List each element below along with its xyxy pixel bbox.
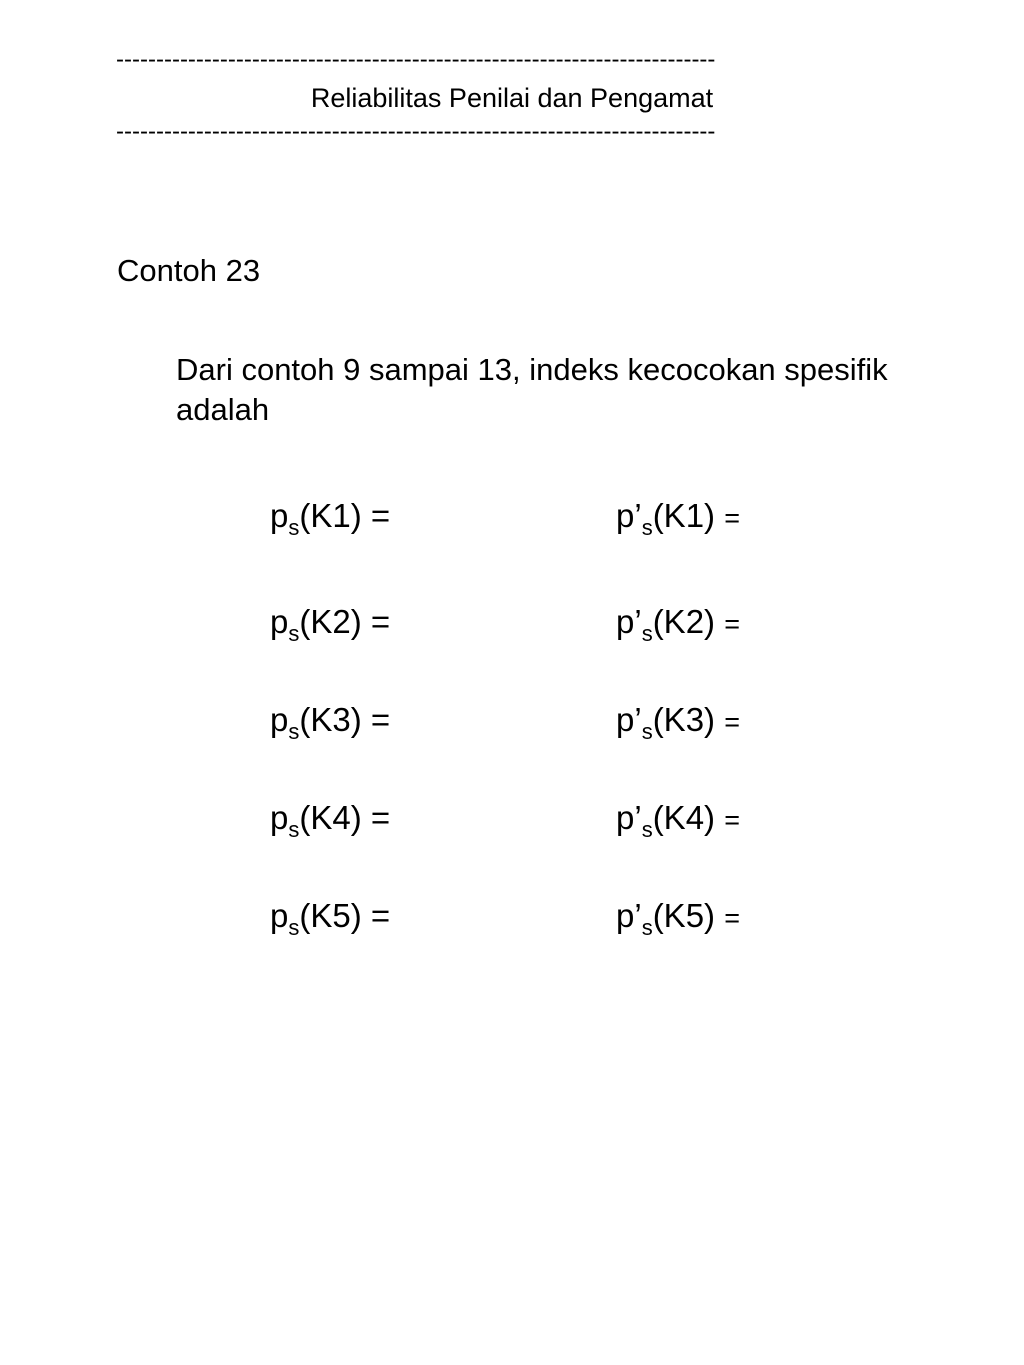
formula-ps-prime-k2 [616, 602, 740, 644]
formula-ps-k1 [270, 496, 391, 540]
formula-argument: (K2) [652, 603, 725, 640]
page-title: Reliabilitas Penilai dan Pengamat [310, 83, 714, 113]
header-rule-bottom: --------------------------------------------------------------------------- [116, 118, 716, 145]
formula-argument: (K5) = [299, 897, 391, 934]
intro-line-1: Dari contoh 9 sampai 13, indeks kecocokan spesifik [176, 352, 888, 387]
formula-subscript: s [641, 719, 653, 744]
formula-equals: = [724, 903, 740, 933]
formula-symbol: p [270, 497, 289, 534]
formula-ps-prime-k3 [616, 700, 740, 742]
formula-symbol: p [270, 701, 289, 738]
formula-row-k2 [0, 602, 1024, 652]
formula-argument: (K5) [652, 897, 725, 934]
formula-symbol: p [270, 603, 289, 640]
formula-row-k1 [0, 496, 1024, 546]
formula-ps-prime-k4 [616, 798, 740, 840]
formula-subscript: s [288, 817, 300, 842]
formula-row-k4 [0, 798, 1024, 848]
formula-symbol: p’ [616, 603, 642, 640]
formula-subscript: s [641, 817, 653, 842]
formula-ps-prime-k5 [616, 896, 740, 938]
formula-ps-k3 [270, 700, 391, 744]
formula-subscript: s [641, 915, 653, 940]
formula-argument: (K4) = [299, 799, 391, 836]
formula-symbol: p’ [616, 497, 642, 534]
formula-argument: (K3) [652, 701, 725, 738]
formula-symbol: p [270, 897, 289, 934]
formula-equals: = [724, 707, 740, 737]
formula-ps-prime-k1 [616, 496, 740, 538]
formula-ps-k5 [270, 896, 391, 940]
formula-subscript: s [288, 621, 300, 646]
formula-row-k5 [0, 896, 1024, 946]
formula-equals: = [724, 609, 740, 639]
intro-paragraph [176, 350, 996, 430]
formula-subscript: s [641, 515, 653, 540]
formula-subscript: s [288, 915, 300, 940]
formula-subscript: s [641, 621, 653, 646]
header-rule-top: --------------------------------------------------------------------------- [116, 46, 716, 73]
formula-symbol: p’ [616, 799, 642, 836]
formula-argument: (K2) = [299, 603, 391, 640]
formula-ps-k4 [270, 798, 391, 842]
formula-row-k3 [0, 700, 1024, 750]
formula-subscript: s [288, 719, 300, 744]
formula-subscript: s [288, 515, 300, 540]
formula-ps-k2 [270, 602, 391, 646]
formula-argument: (K1) = [299, 497, 391, 534]
example-title: Contoh 23 [117, 253, 261, 288]
formula-argument: (K1) [652, 497, 725, 534]
formula-equals: = [724, 805, 740, 835]
intro-line-2: adalah [176, 392, 270, 427]
formula-symbol: p [270, 799, 289, 836]
formula-equals: = [724, 503, 740, 533]
formula-symbol: p’ [616, 897, 642, 934]
formula-symbol: p’ [616, 701, 642, 738]
formula-argument: (K3) = [299, 701, 391, 738]
formula-argument: (K4) [652, 799, 725, 836]
